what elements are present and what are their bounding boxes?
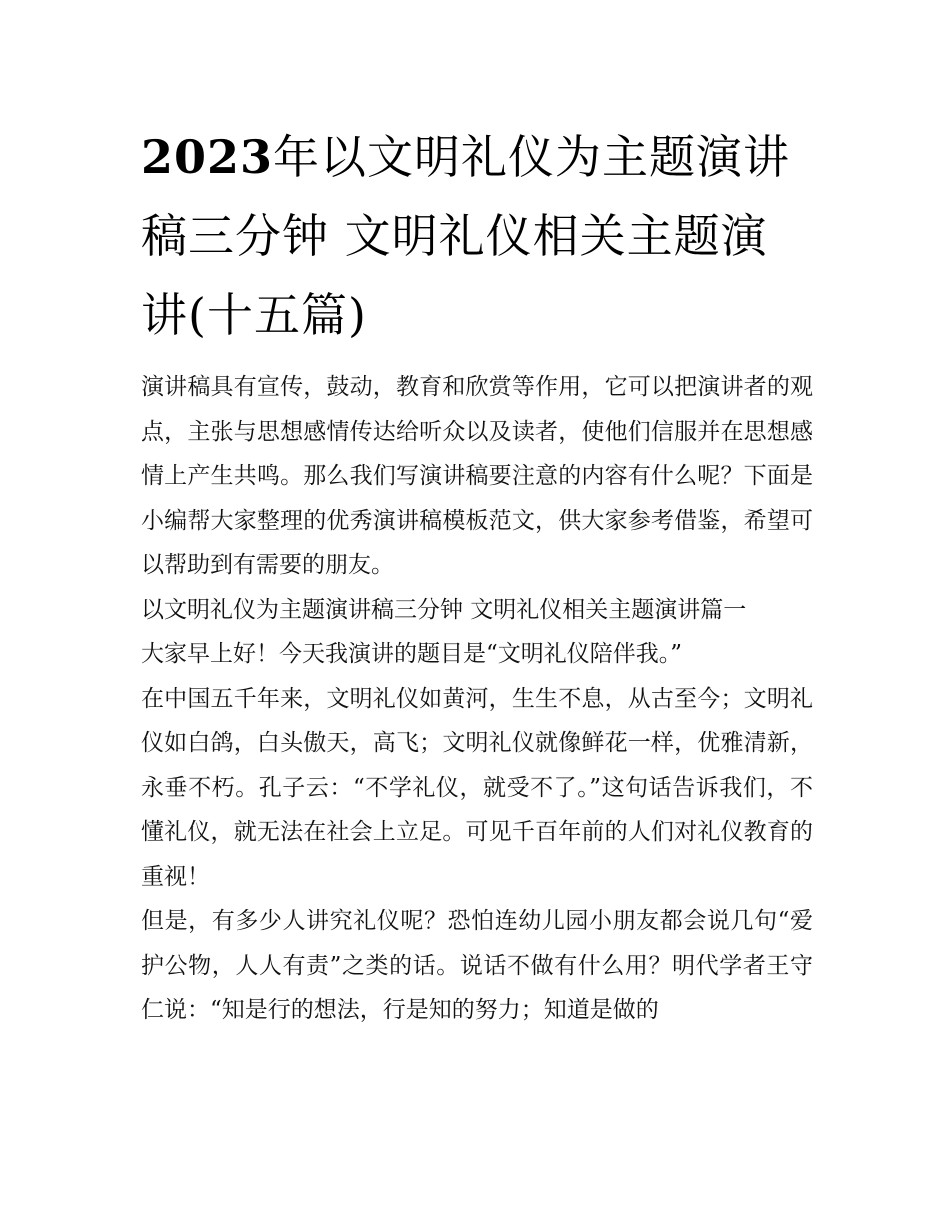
paragraph-section-heading: 以文明礼仪为主题演讲稿三分钟 文明礼仪相关主题演讲篇一 [141,596,747,623]
paragraph-intro: 演讲稿具有宣传，鼓动，教育和欣赏等作用，它可以把演讲者的观点，主张与思想感情传达给听众以及读者，使他们信服并在思想感情上产生共鸣。那么我们写演讲稿要注意的内容有什么呢？下面是小编帮大家整理的优秀演讲稿模板范文，供大家参考借鉴，希望可以帮助到有需要的朋友。 [141,374,813,578]
title-year: 2023 [141,130,274,184]
paragraph-greeting: 大家早上好！今天我演讲的题目是“文明礼仪陪伴我。” [141,641,683,667]
document-content [141,118,813,1033]
document-body [141,365,813,1033]
title-text: 年以文明礼仪为主题演讲稿三分钟 文明礼仪相关主题演讲(十五篇) [141,130,791,342]
paragraph-history: 在中国五千年来，文明礼仪如黄河，生生不息，从古至今；文明礼仪如白鸽，白头傲天，高飞；文明礼仪就像鲜花一样，优雅清新，永垂不朽。孔子云：“不学礼仪，就受不了。”这句话告诉我们，不懂礼仪，就无法在社会上立足。可见千百年前的人们对礼仪教育的重视！ [141,685,813,890]
document-title [141,118,813,355]
paragraph-question: 但是，有多少人讲究礼仪呢？恐怕连幼儿园小朋友都会说几句“爱护公物，人人有责”之类的话。说话不做有什么用？明代学者王守仁说：“知是行的想法，行是知的努力；知道是做的 [141,908,813,1023]
